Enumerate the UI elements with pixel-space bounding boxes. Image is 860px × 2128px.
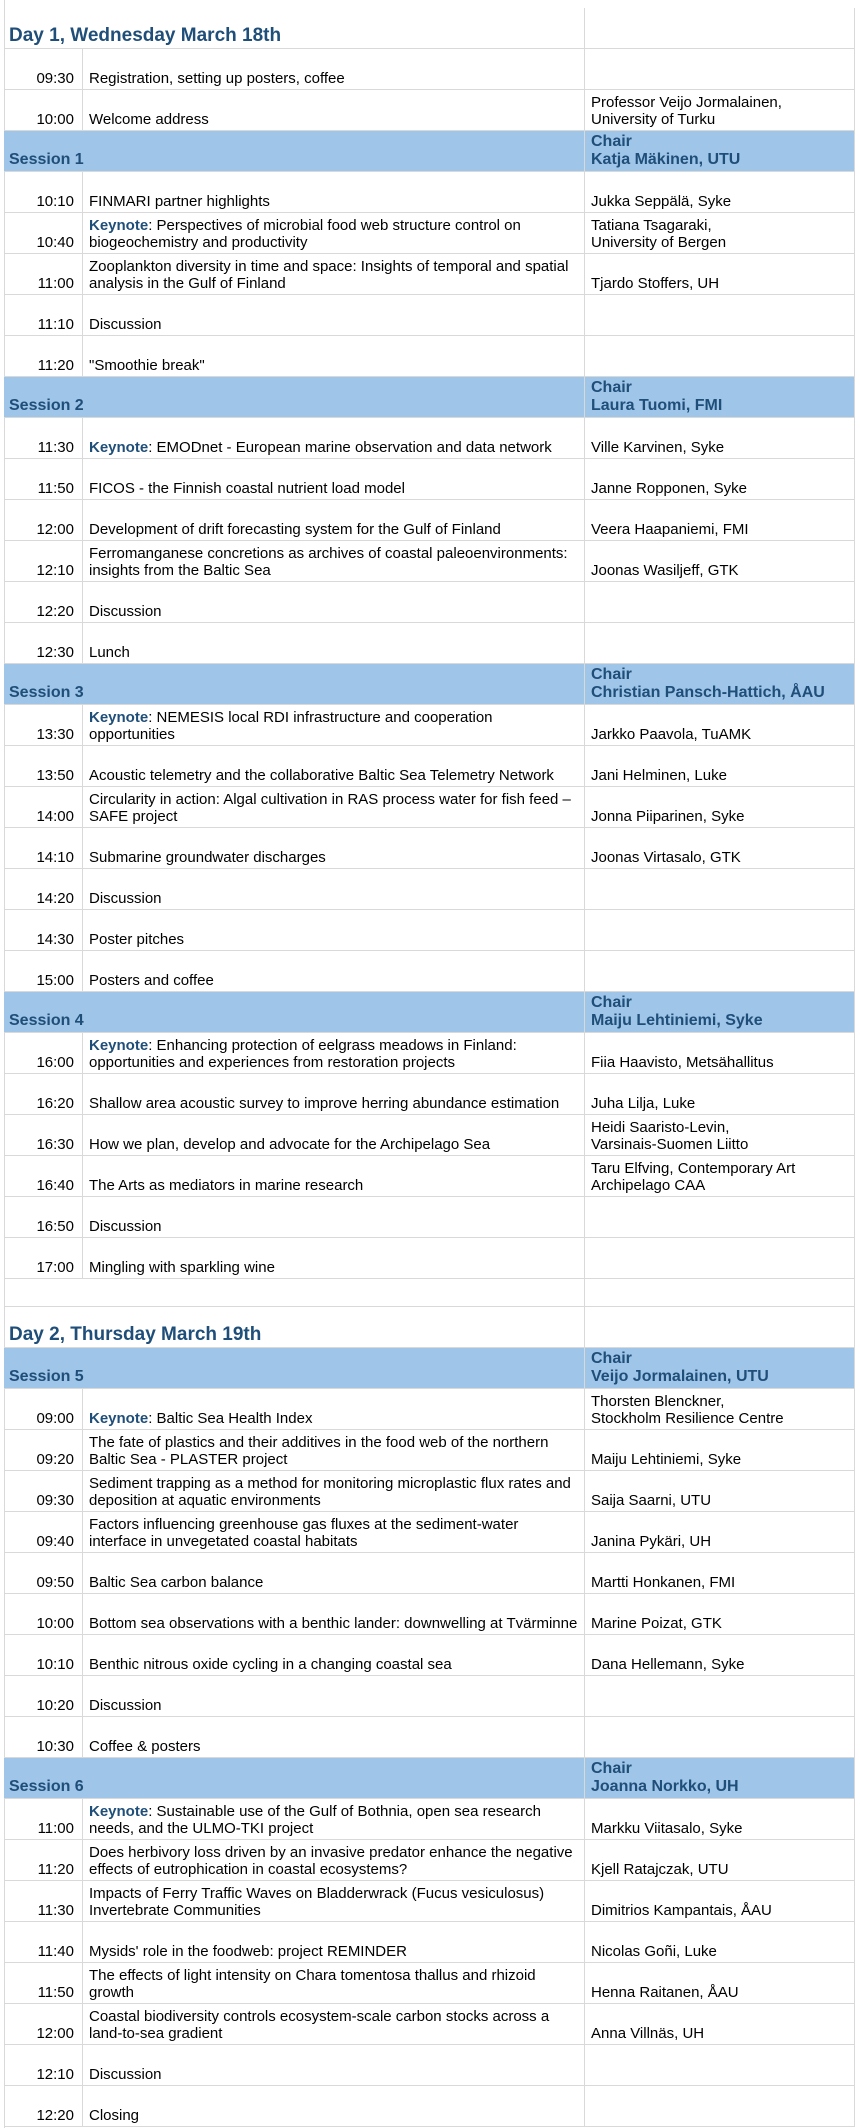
session-chair: Chair Veijo Jormalainen, UTU — [585, 1348, 855, 1388]
program-item-time: 11:50 — [4, 1963, 83, 2003]
program-item-speaker — [585, 336, 855, 376]
program-item-row — [4, 1430, 855, 1471]
keynote-label: Keynote — [89, 1803, 149, 1820]
program-item-speaker — [585, 295, 855, 335]
session-header-row — [4, 992, 855, 1033]
program-item-speaker: Dana Hellemann, Syke — [585, 1635, 855, 1675]
title-text: Impacts of Ferry Traffic Waves on Bladderwrack (Fucus vesiculosus) Invertebrate Communities — [89, 1885, 545, 1919]
title-text: The fate of plastics and their additives in the food web of the northern Baltic Sea - PLASTER project — [89, 1434, 549, 1468]
program-item-time: 09:50 — [4, 1553, 83, 1593]
title-text: : Baltic Sea Health Index — [148, 1410, 313, 1427]
program-item-title — [83, 705, 585, 745]
title-text: How we plan, develop and advocate for the Archipelago Sea — [89, 1136, 491, 1153]
program-item-time: 11:40 — [4, 1922, 83, 1962]
program-item-row — [4, 1197, 855, 1238]
session-header-row — [4, 1348, 855, 1389]
empty-cell — [4, 1279, 585, 1306]
program-item-title — [83, 787, 585, 827]
program-item-speaker — [585, 1197, 855, 1237]
title-text: Mysids' role in the foodweb: project REMINDER — [89, 1943, 407, 1960]
program-item-row — [4, 582, 855, 623]
program-item-speaker: Fiia Haavisto, Metsähallitus — [585, 1033, 855, 1073]
keynote-label: Keynote — [89, 217, 149, 234]
program-item-title — [83, 49, 585, 89]
program-item-row — [4, 623, 855, 664]
program-item-speaker — [585, 951, 855, 991]
program-item-row — [4, 1676, 855, 1717]
title-text: Coffee & posters — [89, 1738, 201, 1755]
program-item-row — [4, 49, 855, 90]
empty-cell — [585, 1307, 855, 1347]
program-item-title — [83, 2045, 585, 2085]
program-item-time: 12:00 — [4, 500, 83, 540]
program-item-row — [4, 1033, 855, 1074]
program-item-title — [83, 1840, 585, 1880]
program-item-title — [83, 1553, 585, 1593]
program-item-title — [83, 254, 585, 294]
program-item-speaker: Kjell Ratajczak, UTU — [585, 1840, 855, 1880]
title-text: Poster pitches — [89, 931, 185, 948]
program-item-time: 12:20 — [4, 582, 83, 622]
program-item-row — [4, 787, 855, 828]
title-text: Welcome address — [89, 111, 209, 128]
title-text: Ferromanganese concretions as archives of coastal paleoenvironments: insights from the Baltic Sea — [89, 545, 568, 579]
program-item-title — [83, 500, 585, 540]
program-item-time: 16:30 — [4, 1115, 83, 1155]
program-item-speaker — [585, 2086, 855, 2126]
program-item-row — [4, 1635, 855, 1676]
program-item-speaker — [585, 1717, 855, 1757]
program-item-speaker: Saija Saarni, UTU — [585, 1471, 855, 1511]
program-item-title — [83, 172, 585, 212]
program-item-title — [83, 1115, 585, 1155]
empty-cell — [585, 8, 855, 48]
keynote-label: Keynote — [89, 1410, 149, 1427]
program-item-title — [83, 90, 585, 130]
title-text: Registration, setting up posters, coffee — [89, 70, 345, 87]
program-item-time: 14:20 — [4, 869, 83, 909]
session-chair: Chair Maiju Lehtiniemi, Syke — [585, 992, 855, 1032]
program-item-time: 09:30 — [4, 49, 83, 89]
program-table — [4, 8, 855, 2127]
title-text: Factors influencing greenhouse gas fluxes at the sediment-water interface in unvegetated coastal habitats — [89, 1516, 519, 1550]
program-item-title — [83, 1512, 585, 1552]
session-chair: Chair Laura Tuomi, FMI — [585, 377, 855, 417]
program-item-title — [83, 828, 585, 868]
program-item-speaker: Janne Ropponen, Syke — [585, 459, 855, 499]
session-title: Session 4 — [4, 992, 585, 1032]
program-item-title — [83, 1033, 585, 1073]
program-item-row — [4, 1717, 855, 1758]
program-item-title — [83, 213, 585, 253]
program-item-speaker: Dimitrios Kampantais, ÅAU — [585, 1881, 855, 1921]
program-item-title — [83, 1389, 585, 1429]
program-item-speaker: Tjardo Stoffers, UH — [585, 254, 855, 294]
program-item-time: 11:20 — [4, 336, 83, 376]
title-text: Circularity in action: Algal cultivation in RAS process water for fish feed – SAFE project — [89, 791, 571, 825]
program-item-time: 09:40 — [4, 1512, 83, 1552]
program-item-row — [4, 1881, 855, 1922]
program-item-speaker: Markku Viitasalo, Syke — [585, 1799, 855, 1839]
program-item-row — [4, 1512, 855, 1553]
program-item-time: 09:00 — [4, 1389, 83, 1429]
program-item-speaker: Henna Raitanen, ÅAU — [585, 1963, 855, 2003]
program-item-speaker: Jani Helminen, Luke — [585, 746, 855, 786]
title-text: Discussion — [89, 2066, 162, 2083]
program-item-title — [83, 1156, 585, 1196]
program-item-row — [4, 2086, 855, 2127]
program-item-row — [4, 2045, 855, 2086]
program-item-title — [83, 1963, 585, 2003]
session-chair: Chair Joanna Norkko, UH — [585, 1758, 855, 1798]
program-item-time: 13:30 — [4, 705, 83, 745]
program-item-time: 14:30 — [4, 910, 83, 950]
program-item-title — [83, 869, 585, 909]
title-text: FINMARI partner highlights — [89, 193, 270, 210]
session-chair: Chair Katja Mäkinen, UTU — [585, 131, 855, 171]
program-item-time: 11:30 — [4, 1881, 83, 1921]
title-text: The effects of light intensity on Chara tomentosa thallus and rhizoid growth — [89, 1967, 536, 2001]
program-item-time: 10:00 — [4, 90, 83, 130]
program-item-speaker: Professor Veijo Jormalainen, University of Turku — [585, 90, 855, 130]
program-item-speaker: Thorsten Blenckner, Stockholm Resilience Centre — [585, 1389, 855, 1429]
session-title: Session 5 — [4, 1348, 585, 1388]
day-header-row — [4, 8, 855, 49]
keynote-label: Keynote — [89, 439, 149, 456]
program-item-title — [83, 746, 585, 786]
program-item-speaker: Juha Lilja, Luke — [585, 1074, 855, 1114]
title-text: Discussion — [89, 316, 162, 333]
program-item-row — [4, 500, 855, 541]
program-item-title — [83, 295, 585, 335]
program-item-row — [4, 172, 855, 213]
program-item-speaker — [585, 2045, 855, 2085]
program-item-row — [4, 1799, 855, 1840]
program-item-title — [83, 951, 585, 991]
title-text: : NEMESIS local RDI infrastructure and cooperation opportunities — [89, 709, 493, 743]
program-item-speaker — [585, 582, 855, 622]
program-item-title — [83, 1799, 585, 1839]
program-item-speaker: Veera Haapaniemi, FMI — [585, 500, 855, 540]
program-item-time: 14:10 — [4, 828, 83, 868]
program-item-row — [4, 1553, 855, 1594]
program-item-speaker — [585, 869, 855, 909]
program-item-speaker: Marine Poizat, GTK — [585, 1594, 855, 1634]
program-item-speaker: Nicolas Goñi, Luke — [585, 1922, 855, 1962]
program-item-title — [83, 459, 585, 499]
title-text: : EMODnet - European marine observation and data network — [148, 439, 552, 456]
program-item-time: 10:10 — [4, 1635, 83, 1675]
program-item-speaker — [585, 1676, 855, 1716]
program-item-speaker — [585, 49, 855, 89]
title-text: Discussion — [89, 1218, 162, 1235]
title-text: "Smoothie break" — [89, 357, 205, 374]
keynote-label: Keynote — [89, 1037, 149, 1054]
program-item-speaker — [585, 910, 855, 950]
title-text: Posters and coffee — [89, 972, 214, 989]
program-item-title — [83, 2086, 585, 2126]
session-header-row — [4, 131, 855, 172]
program-item-speaker — [585, 623, 855, 663]
spacer-row — [4, 1279, 855, 1307]
program-item-title — [83, 582, 585, 622]
session-header-row — [4, 664, 855, 705]
program-item-row — [4, 1594, 855, 1635]
program-item-time: 11:00 — [4, 254, 83, 294]
title-text: Submarine groundwater discharges — [89, 849, 326, 866]
program-item-speaker: Anna Villnäs, UH — [585, 2004, 855, 2044]
program-item-title — [83, 1074, 585, 1114]
program-item-row — [4, 869, 855, 910]
program-item-row — [4, 1922, 855, 1963]
title-text: : Perspectives of microbial food web structure control on biogeochemistry and productivity — [89, 217, 521, 251]
program-item-speaker: Joonas Wasiljeff, GTK — [585, 541, 855, 581]
title-text: Zooplankton diversity in time and space: Insights of temporal and spatial analysis in the Gulf of Finland — [89, 258, 569, 292]
program-item-row — [4, 2004, 855, 2045]
program-item-row — [4, 1074, 855, 1115]
program-item-row — [4, 1840, 855, 1881]
program-item-speaker: Ville Karvinen, Syke — [585, 418, 855, 458]
program-item-row — [4, 828, 855, 869]
program-item-title — [83, 910, 585, 950]
program-item-speaker: Janina Pykäri, UH — [585, 1512, 855, 1552]
program-item-title — [83, 1717, 585, 1757]
title-text: : Enhancing protection of eelgrass meadows in Finland: opportunities and experiences from restoration projects — [89, 1037, 517, 1071]
program-item-row — [4, 746, 855, 787]
program-item-row — [4, 951, 855, 992]
title-text: Mingling with sparkling wine — [89, 1259, 275, 1276]
program-item-time: 13:50 — [4, 746, 83, 786]
program-item-time: 16:40 — [4, 1156, 83, 1196]
program-item-time: 12:30 — [4, 623, 83, 663]
program-item-time: 11:20 — [4, 1840, 83, 1880]
day-header-row — [4, 1307, 855, 1348]
program-item-speaker: Joonas Virtasalo, GTK — [585, 828, 855, 868]
program-item-title — [83, 1635, 585, 1675]
title-text: The Arts as mediators in marine research — [89, 1177, 364, 1194]
program-item-row — [4, 1238, 855, 1279]
day-title: Day 2, Thursday March 19th — [4, 1307, 585, 1347]
title-text: : Sustainable use of the Gulf of Bothnia, open sea research needs, and the ULMO-TKI project — [89, 1803, 541, 1837]
program-item-speaker: Taru Elfving, Contemporary Art Archipelago CAA — [585, 1156, 855, 1196]
program-item-time: 10:30 — [4, 1717, 83, 1757]
program-item-row — [4, 90, 855, 131]
program-item-title — [83, 1471, 585, 1511]
program-item-title — [83, 1430, 585, 1470]
program-item-speaker — [585, 1238, 855, 1278]
keynote-label: Keynote — [89, 709, 149, 726]
title-text: Development of drift forecasting system for the Gulf of Finland — [89, 521, 501, 538]
program-item-row — [4, 336, 855, 377]
session-title: Session 3 — [4, 664, 585, 704]
program-item-time: 10:40 — [4, 213, 83, 253]
title-text: Baltic Sea carbon balance — [89, 1574, 264, 1591]
program-item-time: 16:20 — [4, 1074, 83, 1114]
program-item-speaker: Maiju Lehtiniemi, Syke — [585, 1430, 855, 1470]
title-text: Shallow area acoustic survey to improve herring abundance estimation — [89, 1095, 560, 1112]
program-item-time: 10:00 — [4, 1594, 83, 1634]
program-item-row — [4, 705, 855, 746]
session-title: Session 1 — [4, 131, 585, 171]
program-item-row — [4, 1471, 855, 1512]
title-text: Bottom sea observations with a benthic lander: downwelling at Tvärminne — [89, 1615, 578, 1632]
program-item-title — [83, 2004, 585, 2044]
program-item-row — [4, 213, 855, 254]
program-item-time: 14:00 — [4, 787, 83, 827]
program-item-speaker: Jonna Piiparinen, Syke — [585, 787, 855, 827]
program-item-title — [83, 1881, 585, 1921]
program-item-title — [83, 1594, 585, 1634]
program-item-title — [83, 623, 585, 663]
title-text: Acoustic telemetry and the collaborative Baltic Sea Telemetry Network — [89, 767, 554, 784]
program-item-title — [83, 1238, 585, 1278]
program-item-title — [83, 541, 585, 581]
program-item-title — [83, 1197, 585, 1237]
program-item-row — [4, 541, 855, 582]
program-item-row — [4, 1156, 855, 1197]
program-item-time: 15:00 — [4, 951, 83, 991]
program-item-row — [4, 910, 855, 951]
program-item-title — [83, 1922, 585, 1962]
program-item-time: 10:20 — [4, 1676, 83, 1716]
program-item-row — [4, 418, 855, 459]
session-title: Session 6 — [4, 1758, 585, 1798]
program-item-time: 10:10 — [4, 172, 83, 212]
session-header-row — [4, 1758, 855, 1799]
program-item-speaker: Jarkko Paavola, TuAMK — [585, 705, 855, 745]
program-item-time: 11:50 — [4, 459, 83, 499]
title-text: Lunch — [89, 644, 130, 661]
title-text: FICOS - the Finnish coastal nutrient load model — [89, 480, 405, 497]
title-text: Discussion — [89, 890, 162, 907]
program-item-row — [4, 1389, 855, 1430]
title-text: Discussion — [89, 603, 162, 620]
program-item-title — [83, 1676, 585, 1716]
program-item-time: 11:10 — [4, 295, 83, 335]
program-item-time: 12:00 — [4, 2004, 83, 2044]
session-header-row — [4, 377, 855, 418]
session-title: Session 2 — [4, 377, 585, 417]
program-item-speaker: Heidi Saaristo-Levin, Varsinais-Suomen Liitto — [585, 1115, 855, 1155]
title-text: Sediment trapping as a method for monitoring microplastic flux rates and deposition at aquatic environments — [89, 1475, 571, 1509]
program-item-time: 17:00 — [4, 1238, 83, 1278]
program-item-title — [83, 336, 585, 376]
empty-cell — [585, 1279, 855, 1306]
program-item-row — [4, 1115, 855, 1156]
program-item-speaker: Tatiana Tsagaraki, University of Bergen — [585, 213, 855, 253]
title-text: Discussion — [89, 1697, 162, 1714]
title-text: Does herbivory loss driven by an invasive predator enhance the negative effects of eutrophication in coastal ecosystems? — [89, 1844, 573, 1878]
program-item-time: 09:20 — [4, 1430, 83, 1470]
title-text: Coastal biodiversity controls ecosystem-scale carbon stocks across a land-to-sea gradient — [89, 2008, 550, 2042]
program-item-time: 12:10 — [4, 541, 83, 581]
program-item-time: 16:00 — [4, 1033, 83, 1073]
program-item-row — [4, 1963, 855, 2004]
program-item-speaker: Martti Honkanen, FMI — [585, 1553, 855, 1593]
program-item-row — [4, 295, 855, 336]
program-item-title — [83, 418, 585, 458]
title-text: Benthic nitrous oxide cycling in a changing coastal sea — [89, 1656, 452, 1673]
program-item-time: 11:30 — [4, 418, 83, 458]
program-item-time: 11:00 — [4, 1799, 83, 1839]
program-item-time: 09:30 — [4, 1471, 83, 1511]
title-text: Closing — [89, 2107, 140, 2124]
session-chair: Chair Christian Pansch-Hattich, ÅAU — [585, 664, 855, 704]
day-title: Day 1, Wednesday March 18th — [4, 8, 585, 48]
program-item-time: 12:10 — [4, 2045, 83, 2085]
program-item-time: 12:20 — [4, 2086, 83, 2126]
program-item-time: 16:50 — [4, 1197, 83, 1237]
program-item-row — [4, 459, 855, 500]
program-item-row — [4, 254, 855, 295]
program-item-speaker: Jukka Seppälä, Syke — [585, 172, 855, 212]
